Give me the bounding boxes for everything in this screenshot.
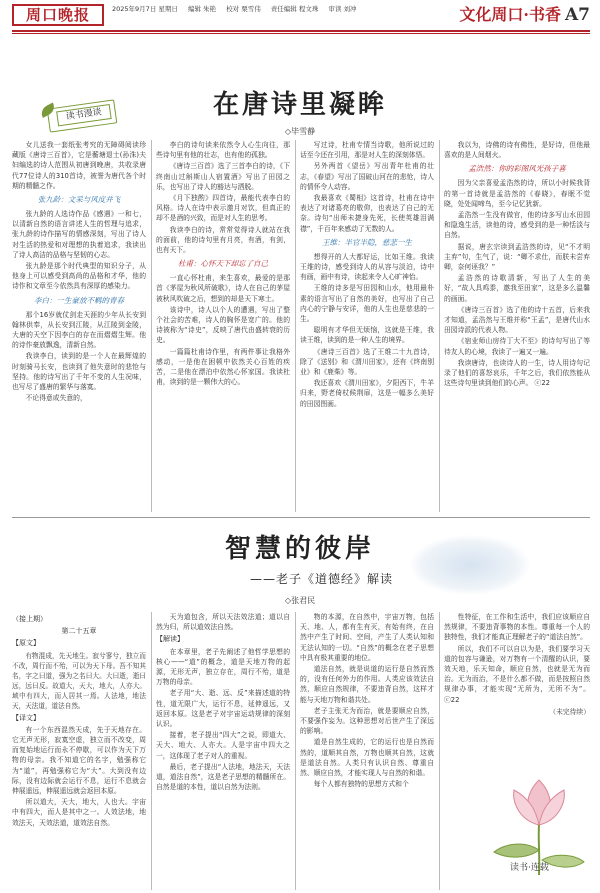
subheading: 张九龄：文采与风度并飞 bbox=[37, 195, 121, 205]
paragraph: 道是自然生成的，它的运行也是自然而然的，道顺其自然，万物也顺其自然，这就是道法自然。人类只有认识自然、尊重自然、顺应自然，才能实现人与自然的和谐。 bbox=[300, 738, 434, 778]
paragraph: 有物混成，先天地生。寂兮寥兮，独立而不改，周行而不殆，可以为天下母。吾不知其名，字之曰道，强为之名曰大。大曰逝，逝曰远，远曰反。故道大，天大，地大，人亦大。域中有四大，而人居其一焉。人法地，地法天，天法道，道法自然。 bbox=[12, 651, 146, 710]
paragraph: 《唐诗三百首》选了三首李白的诗，《下终南山过斛斯山人宿置酒》写出了田园之乐，也写出了诗人的豁达与洒脱。 bbox=[156, 162, 290, 191]
editor-credit: 编辑 朱艳 bbox=[187, 5, 217, 13]
article1-column-4 bbox=[444, 140, 590, 512]
paragraph: 物的本源，在自然中，宇宙万物，包括天、地、人，都有生有灭，有始有终，在自然中产生了时间、空间，产生了人类认知和无法认知的一切。“自然”的概念在老子思想中具有极其重要的地位。 bbox=[300, 613, 434, 662]
section-header bbox=[410, 5, 590, 25]
paragraph: 《宿业师山房待丁大不至》的诗句写出了等待友人的心境，我读了一遍又一遍。 bbox=[444, 337, 590, 356]
article1-column-3 bbox=[300, 140, 434, 512]
paragraph: 最后，老子提出“人法地，地法天，天法道，道法自然”，这是老子思想的精髓所在。自然是道的本性，道以自然为法则。 bbox=[156, 762, 290, 792]
paragraph: 《唐诗三百首》选了他的诗十五首，后来我才知道，孟浩然与王维并称“王孟”，是唐代山水田园诗派的代表人物。 bbox=[444, 305, 590, 335]
article-separator bbox=[12, 517, 590, 518]
article2-column-1 bbox=[12, 612, 146, 890]
article2-column-2 bbox=[156, 612, 290, 890]
column-divider bbox=[439, 140, 440, 512]
paragraph: 我读李白，读到的是一个人在最辉煌的时刻骑马长安，也读到了他失意时的悲怆与坚持。他的诗写出了千年不变的人生况味，也写尽了盛唐的繁华与落寞。 bbox=[12, 352, 146, 392]
subheading: 王维：半官半隐，慈悲一生 bbox=[322, 237, 412, 247]
paragraph: 想得开的人大都好运，比如王维。我读王维的诗，感受到诗人的从容与淡泊，诗中有画，画中有诗，读起来令人心旷神怡。 bbox=[300, 252, 434, 282]
paragraph: 《月下独酌》四首诗，最能代表李白的风格。诗人在诗中表示邀月对饮，但真正的却不是酒的兴致，而是对人生的思考。 bbox=[156, 194, 290, 223]
paragraph: 女儿送我一套纸张考究的无障碍阅读珍藏版《唐诗三百首》，它是蘅塘退士(孙洙)夫妇编选的诗人范围从初唐到晚唐，共收录唐代77位诗人的310首诗，被誉为唐代各个时期的精髓之作。 bbox=[12, 141, 146, 190]
proof-credit: 校对 栗雪伟 bbox=[226, 5, 261, 13]
chapter-heading: 第二十五章 bbox=[61, 627, 97, 636]
serial-badge: 读书·连载 bbox=[510, 863, 549, 873]
explanation-tag: 【解读】 bbox=[156, 635, 184, 644]
issue-date: 2025年9月7日 星期日 bbox=[112, 5, 178, 13]
paragraph: 性特征，在工作和生活中，我们应该顺应自然规律，不要违背事物的本性。尊重每一个人的独特性，我们才能真正理解老子的“道法自然”。 bbox=[444, 613, 590, 642]
paragraph: 在本章里，老子先阐述了他哲学思想的核心——“道”的概念，道是天地万物的起源，无形无声，独立存在，周行不殆，道是万物的母亲。 bbox=[156, 647, 290, 687]
paragraph: 据说，唐玄宗读到孟浩然的诗，见“不才明主弃”句，生气了，说：“卿不求仕，而朕未尝弃卿，奈何诬我？” bbox=[444, 242, 590, 272]
column-divider bbox=[295, 612, 296, 890]
column-divider bbox=[295, 140, 296, 512]
paragraph: 道法自然，就是说道的运行是自然而然的，没有任何外力的作用。人类应该效法自然，顺应自然规律，不要违背自然，这样才能与天地万物和谐共处。 bbox=[300, 665, 434, 704]
article1-column-1 bbox=[12, 140, 146, 512]
section-name: 文化周口·书香 bbox=[459, 5, 561, 24]
original-text bbox=[12, 651, 146, 711]
paragraph: 那个16岁就仗剑走天涯的少年从长安到翰林供奉，从长安到江陵，从江陵到金陵，大唐的天空下因李白的存在而熠熠生辉。他的诗作豪放飘逸，清新自然。 bbox=[12, 310, 146, 350]
paragraph: 不论得意或失意的， bbox=[25, 394, 87, 403]
paragraph: 有一个东西混然天成，先于天地存在。它无声无形，寂寞空虚，独立而不改变，周而复始地运行而永不停歇，可以作为天下万物的母亲。我不知道它的名字，勉强称它为“道”，再勉强称它为“大”。大到没有边际，没有边际就会运行不息，运行不息就会伸展遥远，伸展遥远就会返回本原。 bbox=[12, 725, 146, 796]
to-be-continued: （未完待续） bbox=[549, 707, 590, 716]
paragraph: 因为父亲喜爱孟浩然的诗，所以小时候我背的第一首诗就是孟浩然的《春晓》，春眠不觉晓，处处闻啼鸟，至今记忆犹新。 bbox=[444, 179, 590, 208]
masthead-meta bbox=[112, 5, 432, 14]
page-number: A7 bbox=[564, 5, 590, 25]
paragraph: 天为道包含，所以天法效法道；道以自然为归，所以道效法自然。 bbox=[156, 613, 290, 632]
paragraph: 我还喜欢《渭川田家》，夕阳西下，牛羊归来，野老倚杖候荆扉，这是一幅多么美好的田园图画。 bbox=[300, 379, 434, 408]
badge-label: 读书漫谈 bbox=[56, 104, 112, 126]
newspaper-logo: 周口晚报 bbox=[12, 4, 104, 26]
paragraph: 张九龄的人选诗作品《感遇》一和七，以清新自然的语言讲述人生的哲理与追求，张九龄的诗作描写的情感深刻，写出了诗人对生活的热爱和对理想的执着追求，我读出了诗人高洁的品格与坚韧的心志。 bbox=[12, 210, 146, 259]
paragraph: 每个人都有独特的思想方式和个 bbox=[313, 780, 409, 789]
paragraph: 王维的诗多是写田园和山水，他用最朴素的语言写出了自然的美好，也写出了自己内心的宁静与安详，他的人生也是慈悲的一生。 bbox=[300, 284, 434, 324]
paragraph: 一篇篇杜甫诗作里，有两件事让我格外感动，一是他在困顿中依然关心百姓的疾苦，二是他在漂泊中依然心怀家国。我读杜甫，读到的是一颗伟大的心。 bbox=[156, 347, 290, 387]
continued-note: （接上期） bbox=[12, 615, 47, 623]
article1-column-2 bbox=[156, 140, 290, 512]
paragraph: 另外两首《望岳》写出青年杜甫的壮志，《春望》写出了国破山河在的悲怆，诗人的情怀令人动容。 bbox=[300, 162, 434, 191]
paragraph: 张九龄是那个时代典型的知识分子，从他身上可以感受到高尚的品格和才华，他的诗作和文章至今依然具有深厚的感染力。 bbox=[12, 262, 146, 291]
paragraph: 该诗中，诗人以个人的遭遇，写出了整个社会的苦难，诗人的胸怀是宽广的。他的诗被称为“诗史”，反映了唐代由盛转衰的历史。 bbox=[156, 305, 290, 345]
paragraph: 我以为，诗佛的诗有佛性，是好诗，但他最喜欢的是人间烟火。 bbox=[444, 141, 590, 160]
column-divider bbox=[151, 612, 152, 890]
lotus-illustration bbox=[484, 740, 594, 880]
original-tag: 【原文】 bbox=[12, 639, 40, 648]
article-byline: ◇毕雪静 bbox=[284, 127, 316, 136]
paragraph: 孟浩然一生没有做官，他的诗多写山水田园和隐逸生活，读他的诗，感受到的是一种恬淡与自然。 bbox=[444, 211, 590, 240]
subheading: 李白：一生豪放不羁的青春 bbox=[34, 295, 124, 305]
paragraph: 所以，我们不可以自以为是，我们要学习天道的包容与谦逊，对万物有一个清醒的认识，要效天地，乐天知命，顺应自然，也就是无为而治。无为而治，不是什么都不做，而是按照自然规律办事，才能实现“无所为，无所不为”。 ⓒ22 bbox=[444, 644, 590, 704]
masthead-rule-thin bbox=[12, 33, 590, 34]
paragraph: 李白的诗句读来依然令人心生向往，那些诗句里有他的壮志，也有他的孤独。 bbox=[156, 141, 290, 160]
column-divider bbox=[151, 140, 152, 512]
paragraph: 《唐诗三百首》选了王维二十九首诗，除了《送别》和《渭川田家》，还有《终南别业》和《鹿柴》等。 bbox=[300, 347, 434, 377]
review-credit: 审读 刘冲 bbox=[328, 5, 357, 13]
paragraph: 我最喜欢《蜀相》这首诗，杜甫在诗中表达了对诸葛亮的敬仰，也表达了自己的无奈。诗句“出师未捷身先死，长使英雄泪满襟”，千百年来感动了无数的人。 bbox=[300, 194, 434, 233]
paragraph: 我读唐诗，也读诗人的一生，诗人用诗句记录了他们的喜怒哀乐，千年之后，我们依然能从这些诗句里读到他们的心声。 ⓒ22 bbox=[444, 358, 590, 388]
masthead-rule bbox=[12, 30, 590, 32]
article-title: 在唐诗里凝眸 bbox=[212, 90, 387, 120]
paragraph: 老子用“大、逝、远、反”来描述道的特性，道无限广大，运行不息，延伸遥远，又返回本原。这是老子对宇宙运动规律的深刻认识。 bbox=[156, 689, 290, 729]
paragraph: 老子主张无为而治，就是要顺应自然，不要强作妄为。这种思想对后世产生了深远的影响。 bbox=[300, 706, 434, 736]
duty-credit: 责任编辑 程文珠 bbox=[270, 5, 319, 13]
paragraph: 孟浩然的诗歌清新，写出了人生的美好，“故人具鸡黍，邀我至田家”，这是多么温馨的画面。 bbox=[444, 274, 590, 303]
translation-tag: 【译文】 bbox=[12, 713, 40, 722]
paragraph: 我读李白的诗，常常觉得诗人就站在我的面前，他的诗句里有月亮，有酒，有剑，也有天下。 bbox=[156, 225, 290, 255]
paragraph: 所以道大，天大，地大，人也大。宇宙中有四大，而人是其中之一。人效法地，地效法天，天效法道，道效法自然。 bbox=[12, 798, 146, 827]
article2-column-3 bbox=[300, 612, 434, 890]
subheading: 孟浩然：你的彩图风光孩子喜 bbox=[468, 164, 566, 174]
article-subtitle: ——老子《道德经》解读 bbox=[250, 572, 394, 586]
subheading: 杜甫：心怀天下却忘了自己 bbox=[178, 259, 268, 269]
paragraph: 一直心怀杜甫，来生喜欢，最爱的是那首《茅屋为秋风所破歌》，诗人在自己的茅屋被秋风吹破之后，想到的却是天下寒士。 bbox=[156, 274, 290, 303]
article-byline: ◇张君民 bbox=[284, 596, 316, 605]
paragraph: 聪明有才华但无烦恼，这就是王维，我读王维，读到的是一种人生的境界。 bbox=[300, 326, 434, 345]
paragraph: 接着，老子提出“四大”之说，即道大、天大、地大、人亦大。人是宇宙中四大之一，这体现了老子对人的重视。 bbox=[156, 731, 290, 760]
column-divider bbox=[439, 612, 440, 890]
article-title: 智慧的彼岸 bbox=[224, 534, 375, 564]
paragraph: 写过诗，杜甫专情当诗歌，他所说过的话至今还在引用，那是对人生的深刻体悟。 bbox=[300, 141, 434, 160]
